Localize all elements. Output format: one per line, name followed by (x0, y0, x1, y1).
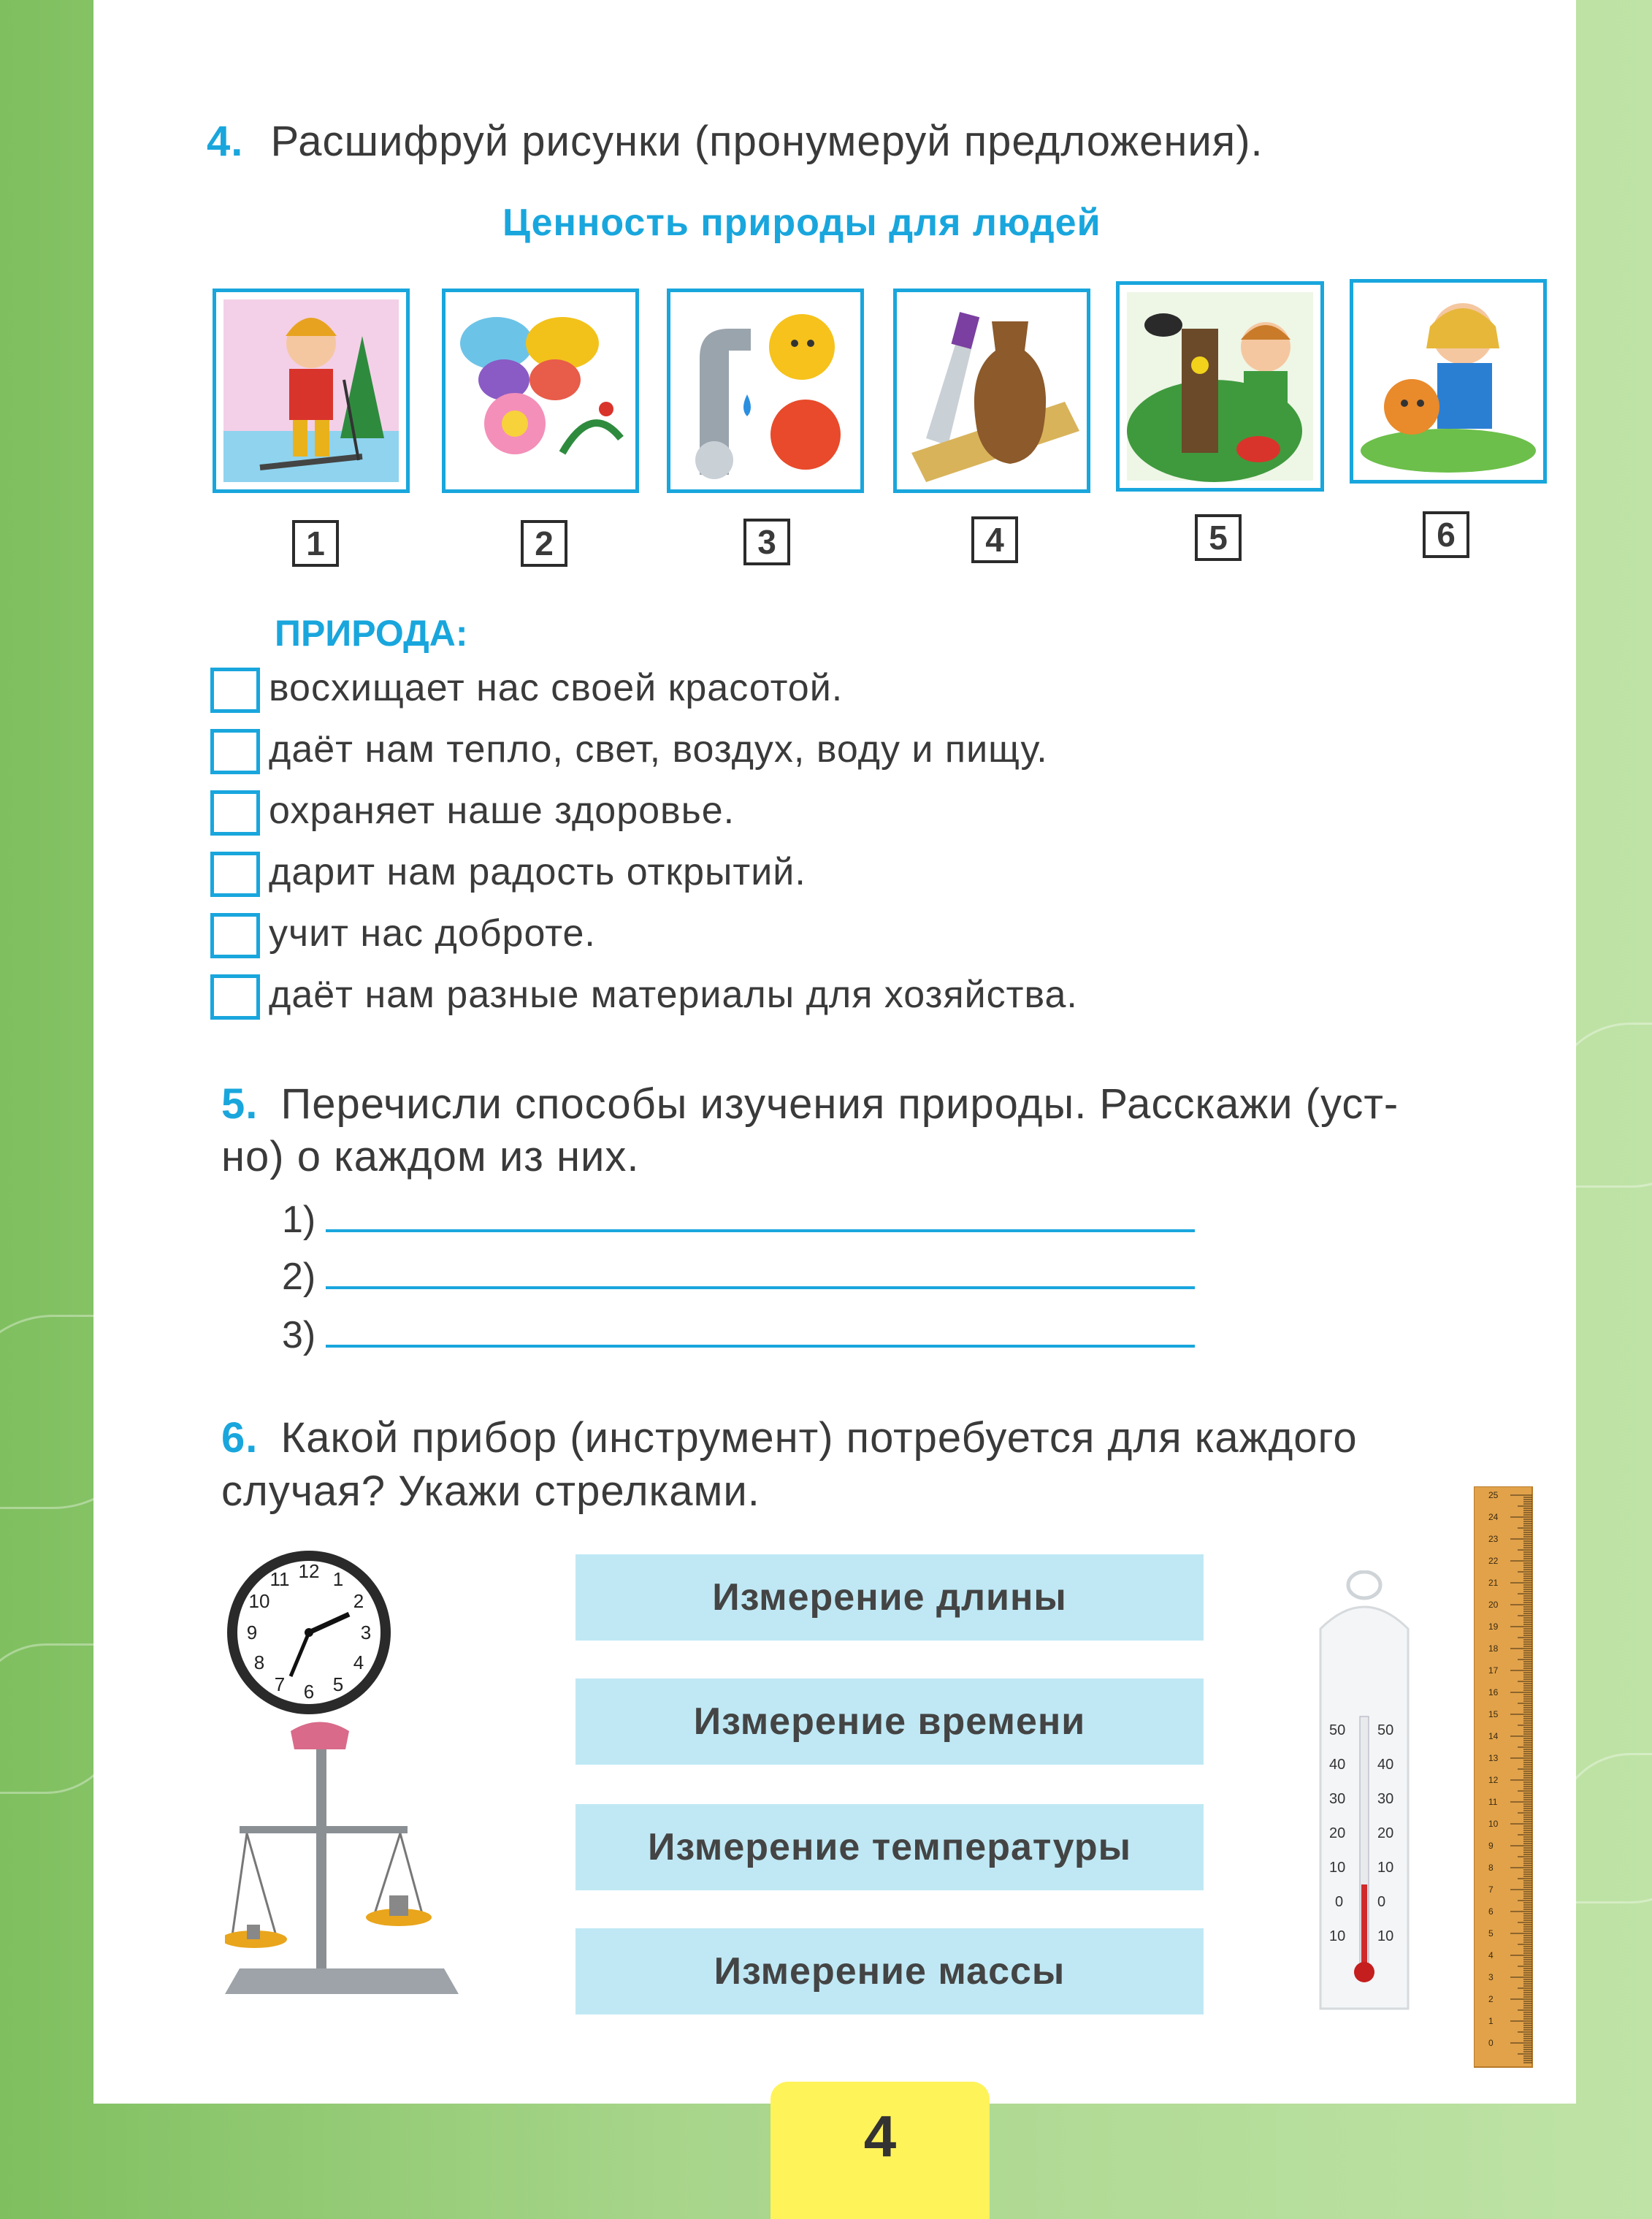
ruler-number: 13 (1488, 1753, 1499, 1763)
clock-number: 6 (303, 1681, 315, 1703)
measurement-temperature[interactable]: Измерение температуры (575, 1804, 1204, 1890)
statement-checkbox-6[interactable] (210, 974, 260, 1020)
ruler-number: 17 (1488, 1665, 1499, 1676)
ruler-number: 2 (1488, 1994, 1494, 2004)
thermo-label: 0 (1377, 1894, 1386, 1910)
picture-number-1: 1 (292, 520, 339, 567)
thermo-label: 20 (1377, 1825, 1394, 1841)
statement-row (210, 666, 843, 713)
ruler-number: 5 (1488, 1928, 1494, 1939)
flower-butterfly-icon (445, 292, 635, 489)
statement-checkbox-4[interactable] (210, 852, 260, 897)
thermo-label: 10 (1329, 1928, 1346, 1944)
picture-5 (1116, 281, 1324, 492)
picture-number-4: 4 (971, 516, 1018, 563)
clock-number: 2 (353, 1590, 364, 1612)
picture-4 (893, 289, 1090, 493)
answer-line-1 (282, 1198, 1195, 1242)
answer-line-3 (282, 1313, 1195, 1357)
statement-text: охраняет наше здоровье. (269, 790, 735, 832)
ruler-number: 4 (1488, 1950, 1494, 1960)
clock-number: 10 (248, 1590, 270, 1612)
statement-text: даёт нам тепло, свет, воздух, воду и пищу. (269, 728, 1048, 771)
statement-row (210, 912, 596, 958)
thermo-label: 30 (1377, 1791, 1394, 1807)
ruler-number: 21 (1488, 1578, 1499, 1588)
answer-label: 2) (282, 1256, 316, 1298)
answer-input-3[interactable] (326, 1315, 1195, 1348)
clock-number: 8 (253, 1651, 265, 1673)
ruler-number: 8 (1488, 1863, 1494, 1873)
clock-number: 9 (246, 1622, 258, 1643)
task4-text: Расшифруй рисунки (пронумеруй предложения). (270, 118, 1263, 165)
clock-icon (221, 1545, 397, 1720)
statement-checkbox-5[interactable] (210, 913, 260, 958)
nature-heading: ПРИРОДА: (275, 613, 468, 654)
statement-checkbox-2[interactable] (210, 729, 260, 774)
clock-number: 1 (332, 1568, 344, 1590)
page-number: 4 (770, 2082, 990, 2219)
answer-label: 3) (282, 1314, 316, 1356)
clock-number: 7 (274, 1673, 286, 1695)
clock-number: 11 (269, 1568, 290, 1590)
ruler-number: 9 (1488, 1841, 1494, 1851)
task5-text-line1: Перечисли способы изучения природы. Расскажи (уст- (280, 1080, 1399, 1128)
task4-number: 4. (207, 118, 244, 165)
measurement-mass[interactable]: Измерение массы (575, 1928, 1204, 2014)
tap-sun-apple-icon (670, 292, 860, 489)
ruler-number: 20 (1488, 1600, 1499, 1610)
statement-text: даёт нам разные материалы для хозяйства. (269, 974, 1078, 1016)
thermo-label: 20 (1329, 1825, 1346, 1841)
ruler-number: 0 (1488, 2038, 1494, 2048)
statement-checkbox-1[interactable] (210, 668, 260, 713)
picture-number-5: 5 (1195, 514, 1242, 561)
clock-number: 4 (353, 1651, 364, 1673)
task5-text-line2: но) о каждом из них. (221, 1133, 640, 1180)
picture-3 (667, 289, 864, 493)
task5-number: 5. (221, 1080, 259, 1128)
picture-number-3: 3 (743, 519, 790, 565)
task5-instruction (221, 1080, 1399, 1128)
ruler-number: 23 (1488, 1534, 1499, 1544)
thermo-label: 40 (1377, 1757, 1394, 1773)
measurement-time[interactable]: Измерение времени (575, 1678, 1204, 1765)
thermo-label: 50 (1329, 1722, 1346, 1738)
workbook-page (93, 0, 1576, 2104)
ruler-number: 19 (1488, 1622, 1499, 1632)
thermo-label: 10 (1377, 1860, 1394, 1876)
statement-text: учит нас доброте. (269, 912, 596, 955)
ruler-number: 18 (1488, 1643, 1499, 1654)
thermo-label: 0 (1335, 1894, 1344, 1910)
measurement-length[interactable]: Измерение длины (575, 1554, 1204, 1641)
thermo-label: 10 (1329, 1860, 1346, 1876)
statement-row (210, 727, 1048, 774)
boy-bird-forest-icon (1120, 285, 1320, 488)
ruler-number: 11 (1488, 1797, 1498, 1807)
clock-number: 5 (332, 1673, 344, 1695)
balance-scale-icon (225, 1716, 517, 2031)
ruler-number: 15 (1488, 1709, 1499, 1719)
ruler-number: 7 (1488, 1884, 1494, 1895)
picture-1 (213, 289, 410, 493)
task4-subtitle: Ценность природы для людей (502, 202, 1101, 244)
task6-number: 6. (221, 1414, 259, 1462)
statement-row (210, 789, 735, 836)
ruler-number: 6 (1488, 1906, 1494, 1917)
answer-input-1[interactable] (326, 1200, 1195, 1232)
picture-2 (442, 289, 639, 493)
statement-row (210, 850, 806, 897)
statement-text: дарит нам радость открытий. (269, 851, 806, 893)
clock-number: 3 (360, 1622, 372, 1643)
ruler-number: 16 (1488, 1687, 1499, 1697)
girl-cat-icon (1353, 283, 1543, 480)
ruler-number: 24 (1488, 1512, 1499, 1522)
ruler-icon (1474, 1486, 1547, 2071)
ruler-number: 25 (1488, 1490, 1499, 1500)
picture-number-6: 6 (1423, 511, 1469, 558)
task6-instruction (221, 1413, 1358, 1462)
thermo-label: 10 (1377, 1928, 1394, 1944)
clock-number: 12 (298, 1560, 320, 1582)
task6-text-line2: случая? Укажи стрелками. (221, 1467, 760, 1515)
answer-label: 1) (282, 1199, 316, 1241)
ruler-number: 22 (1488, 1556, 1499, 1566)
picture-6 (1350, 279, 1547, 484)
answer-input-2[interactable] (326, 1257, 1195, 1289)
ruler-number: 3 (1488, 1972, 1494, 1982)
statement-checkbox-3[interactable] (210, 790, 260, 836)
picture-number-2: 2 (521, 520, 567, 567)
ruler-number: 1 (1488, 2016, 1494, 2026)
thermo-label: 50 (1377, 1722, 1394, 1738)
task6-text-line1: Какой прибор (инструмент) потребуется для каждого (280, 1414, 1358, 1462)
answer-line-2 (282, 1255, 1195, 1299)
thermometer-icon (1291, 1570, 1437, 2023)
statement-row (210, 973, 1078, 1020)
ruler-number: 12 (1488, 1775, 1499, 1785)
thermo-label: 40 (1329, 1757, 1346, 1773)
task4-instruction (207, 117, 1263, 166)
statement-text: восхищает нас своей красотой. (269, 667, 844, 709)
thermo-label: 30 (1329, 1791, 1346, 1807)
knife-jug-plank-icon (897, 292, 1087, 489)
skier-winter-icon (216, 292, 406, 489)
ruler-number: 14 (1488, 1731, 1499, 1741)
ruler-number: 10 (1488, 1819, 1499, 1829)
